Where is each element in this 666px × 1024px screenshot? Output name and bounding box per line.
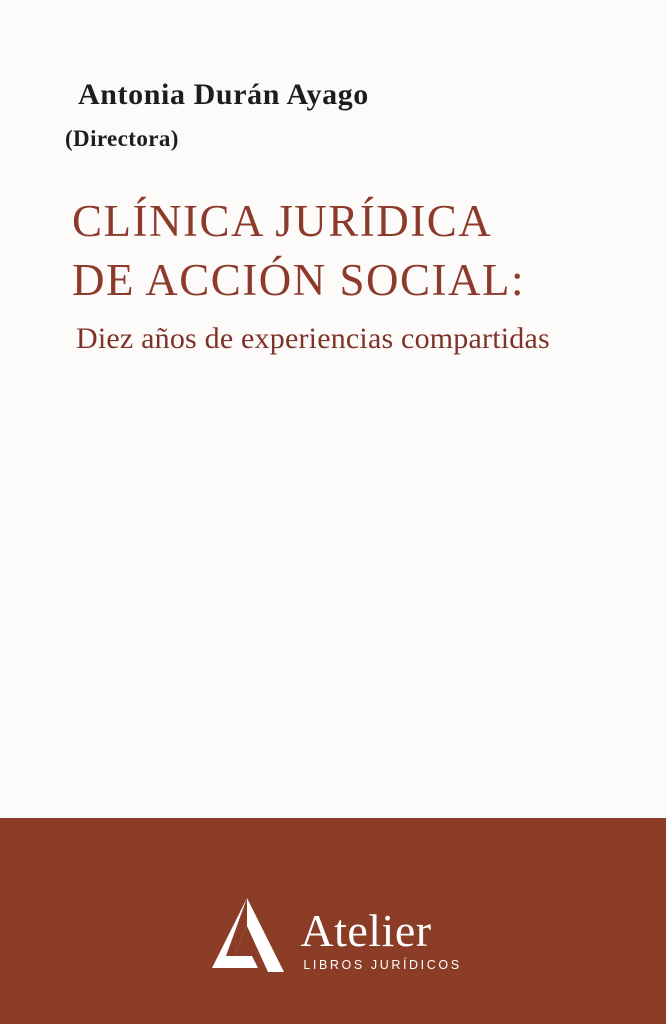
atelier-a-monogram-icon xyxy=(204,896,290,974)
book-title xyxy=(72,192,632,309)
publisher-band xyxy=(0,818,666,1024)
book-subtitle: Diez años de experiencias compartidas xyxy=(76,322,550,355)
title-line-1: CLÍNICA JURÍDICA xyxy=(72,196,493,246)
publisher-wordmark xyxy=(300,905,462,974)
title-line-2: DE ACCIÓN SOCIAL: xyxy=(72,254,526,305)
publisher-tagline: LIBROS JURÍDICOS xyxy=(303,958,462,972)
publisher-logo xyxy=(0,896,666,974)
author-role: (Directora) xyxy=(65,126,179,151)
author-name: Antonia Durán Ayago xyxy=(78,78,369,111)
publisher-name: Atelier xyxy=(300,905,432,957)
